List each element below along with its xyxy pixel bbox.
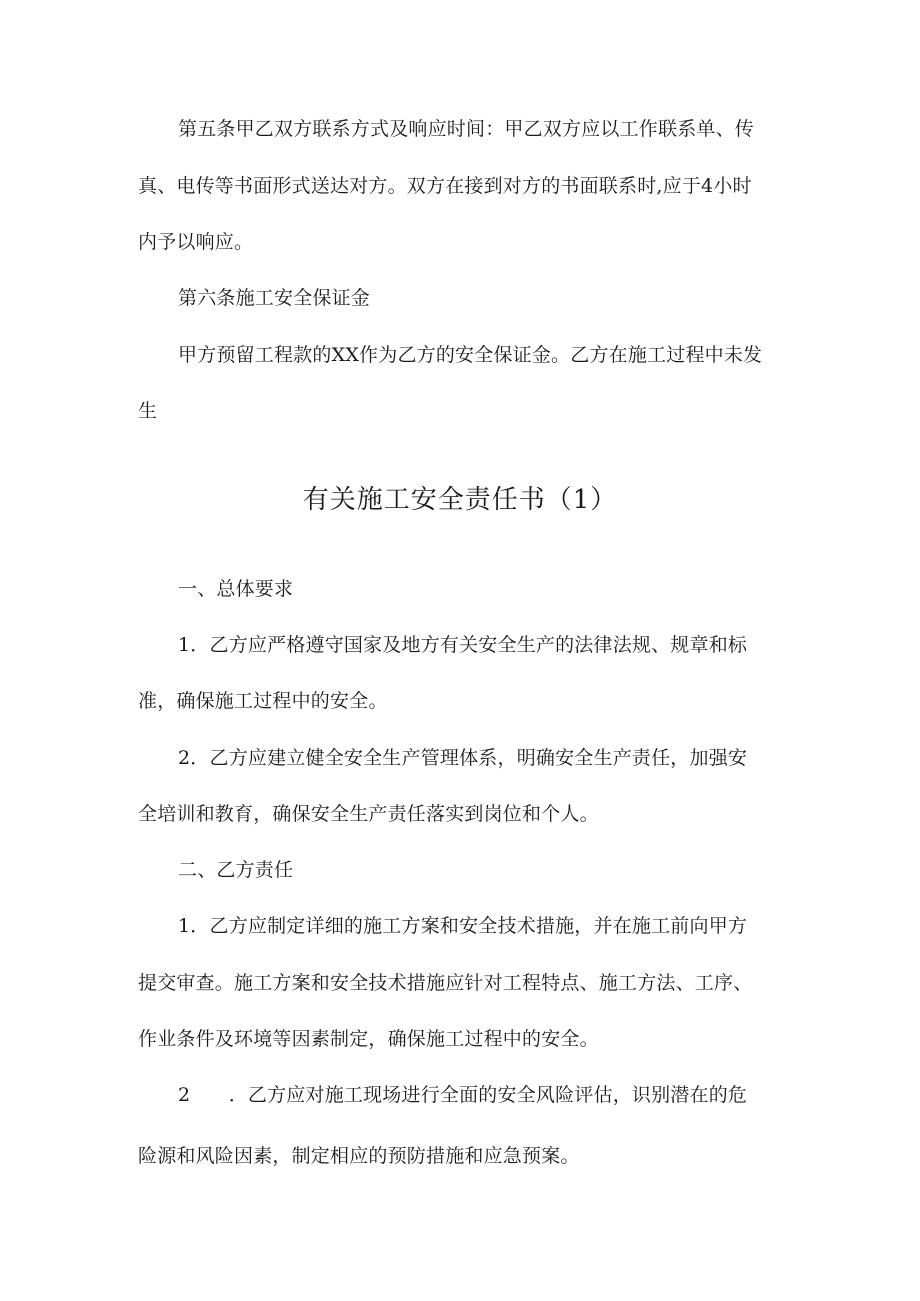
document-title: 有关施工安全责任书（1） [302,485,618,515]
article5-text-line2: 真、电传等书面形式送达对方。双方在接到对方的书面联系时,应于4小时 [138,175,752,197]
part1-item2-line2: 全培训和教育，确保安全生产责任落实到岗位和个人。 [138,803,599,825]
article5-text-line1: 第五条甲乙双方联系方式及响应时间：甲乙双方应以工作联系单、传 [178,118,755,140]
part1-item1-line1: 1．乙方应严格遵守国家及地方有关安全生产的法律法规、规章和标 [178,634,748,656]
article6-text-line1: 甲方预留工程款的XX作为乙方的安全保证金。乙方在施工过程中未发 [178,344,763,366]
article6-heading: 第六条施工安全保证金 [178,287,371,309]
part1-item2-line1: 2．乙方应建立健全安全生产管理体系，明确安全生产责任，加强安 [178,747,748,769]
part2-item1-line1: 1．乙方应制定详细的施工方案和安全技术措施，并在施工前向甲方 [178,915,748,937]
article5-text-line3: 内予以响应。 [138,231,254,253]
part2-heading: 二、乙方责任 [178,859,294,881]
part1-item1-line2: 准，确保施工过程中的安全。 [138,690,388,712]
part2-item2-line1: 2 ．乙方应对施工现场进行全面的安全风险评估，识别潜在的危 [178,1084,748,1106]
article6-text-line2: 生 [138,400,158,422]
part2-item1-line2: 提交审查。施工方案和安全技术措施应针对工程特点、施工方法、工序、 [138,972,753,994]
part2-item2-line2: 险源和风险因素，制定相应的预防措施和应急预案。 [138,1145,580,1167]
part1-heading: 一、总体要求 [178,578,294,600]
part2-item1-line3: 作业条件及环境等因素制定，确保施工过程中的安全。 [138,1028,599,1050]
